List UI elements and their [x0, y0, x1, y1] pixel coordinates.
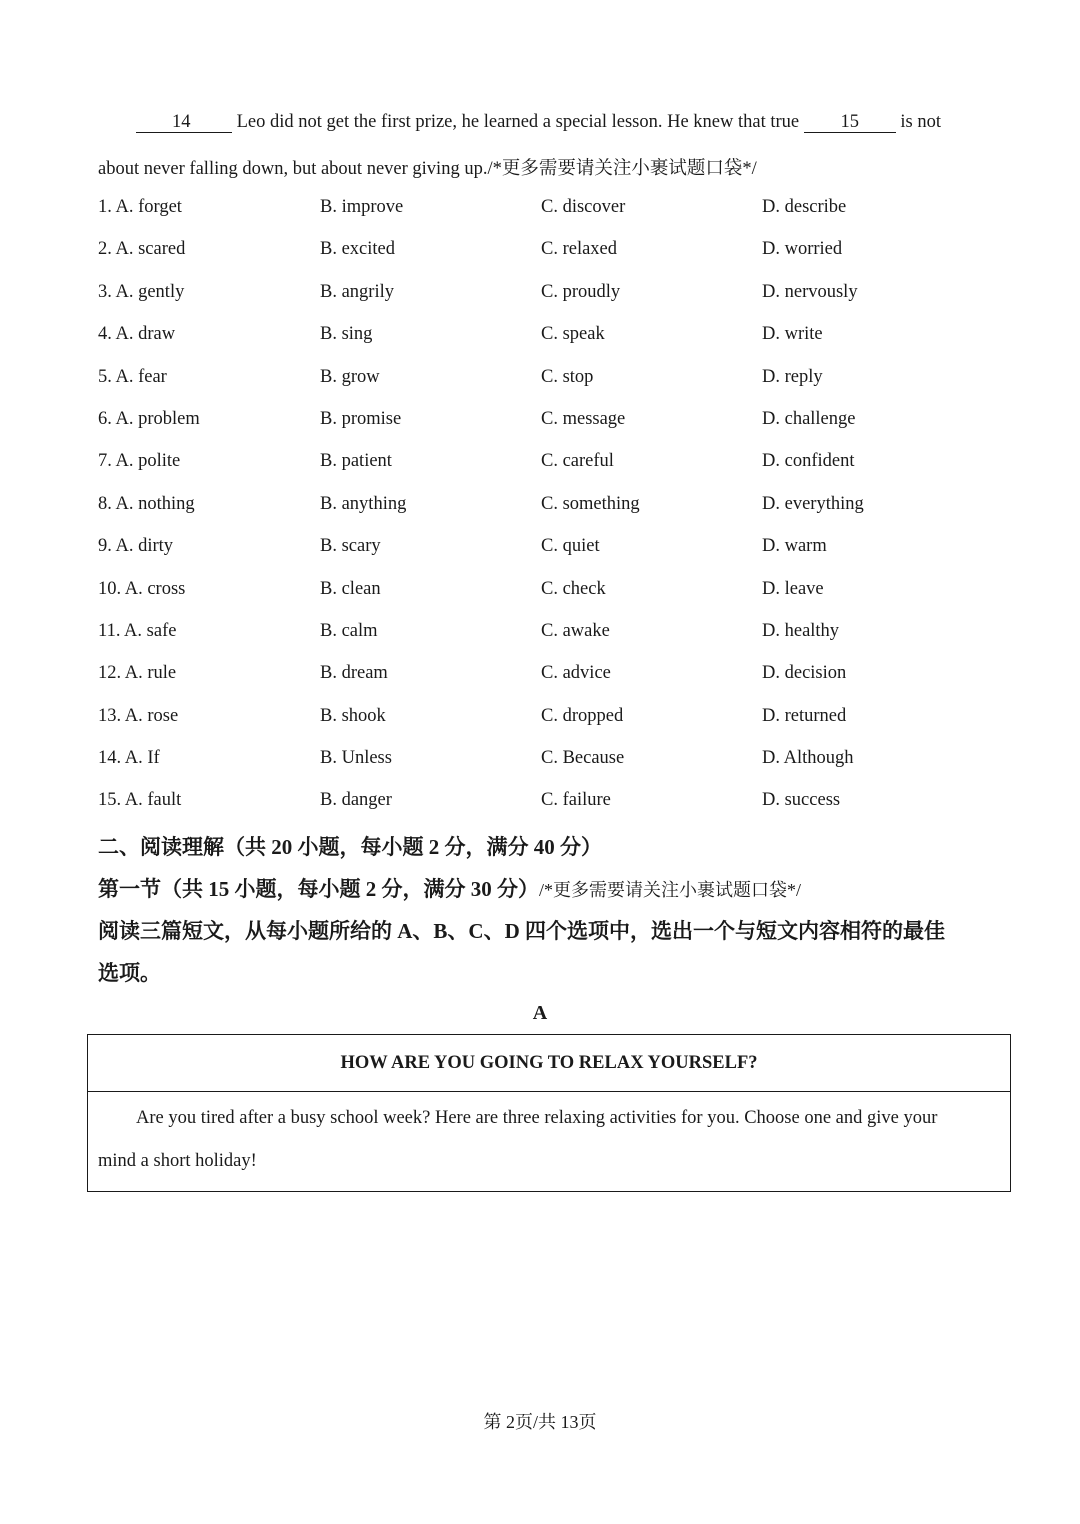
option-d: D. returned	[762, 705, 847, 726]
option-b: B. dream	[320, 663, 388, 684]
option-a: 12. A. rule	[98, 663, 177, 684]
option-c: C. proudly	[541, 281, 621, 302]
option-a: 13. A. rose	[98, 705, 179, 726]
option-b: B. improve	[320, 197, 404, 217]
option-row	[98, 579, 998, 621]
option-b: B. shook	[320, 705, 386, 726]
option-row	[98, 748, 998, 790]
page-number: 第 2页/共 13页	[483, 1412, 597, 1432]
cloze-text-line-1	[136, 112, 941, 133]
option-c: C. quiet	[541, 536, 600, 557]
option-d: D. nervously	[762, 281, 858, 302]
option-a: 10. A. cross	[98, 578, 186, 599]
option-row	[98, 324, 998, 366]
option-c: C. dropped	[541, 705, 624, 726]
option-row	[98, 282, 998, 324]
passage-line-2: mind a short holiday!	[98, 1151, 257, 1171]
option-c: C. Because	[541, 748, 625, 769]
option-a: 14. A. If	[98, 748, 160, 769]
blank-14: 14	[136, 112, 232, 133]
option-d: D. success	[762, 790, 841, 811]
option-a: 8. A. nothing	[98, 493, 195, 514]
option-b: B. patient	[320, 451, 392, 472]
option-c: C. speak	[541, 324, 605, 345]
option-b: B. sing	[320, 324, 373, 345]
cloze-text-line-2: about never falling down, but about never giving up./*更多需要请关注小裹试题口袋*/	[98, 159, 757, 179]
option-a: 7. A. polite	[98, 451, 181, 472]
option-d: D. challenge	[762, 408, 856, 429]
option-a: 6. A. problem	[98, 408, 200, 429]
instruction-line-1: 阅读三篇短文，从每小题所给的 A、B、C、D 四个选项中，选出一个与短文内容相符的最佳	[98, 919, 945, 943]
instruction-line-2: 选项。	[98, 961, 161, 985]
cloze-text-2: is not	[900, 112, 941, 132]
option-row	[98, 494, 998, 536]
passage-box	[87, 1034, 1011, 1192]
part1-title-text: 第一节（共 15 小题，每小题 2 分，满分 30 分）	[98, 877, 539, 901]
option-d: D. confident	[762, 451, 855, 472]
option-a: 11. A. safe	[98, 620, 177, 641]
option-d: D. leave	[762, 578, 824, 599]
option-c: C. advice	[541, 663, 611, 684]
option-a: 15. A. fault	[98, 790, 182, 811]
option-d: D. warm	[762, 536, 827, 557]
option-d: D. reply	[762, 366, 823, 387]
option-row	[98, 239, 998, 281]
passage-box-title: HOW ARE YOU GOING TO RELAX YOURSELF?	[88, 1035, 1010, 1092]
option-row	[98, 451, 998, 493]
passage-line-1: Are you tired after a busy school week? Here are three relaxing activities for you. Choose one and give your	[136, 1108, 938, 1128]
option-c: C. failure	[541, 790, 611, 811]
option-a: 5. A. fear	[98, 366, 167, 387]
option-b: B. angrily	[320, 281, 394, 302]
option-c: C. careful	[541, 451, 614, 472]
option-a: 4. A. draw	[98, 324, 176, 345]
option-c: C. message	[541, 408, 626, 429]
option-c: C. relaxed	[541, 239, 618, 260]
option-d: D. decision	[762, 663, 847, 684]
option-row	[98, 706, 998, 748]
passage-letter: A	[532, 1002, 548, 1024]
option-b: B. Unless	[320, 748, 392, 769]
option-a: 1. A. forget	[98, 197, 182, 217]
option-row	[98, 367, 998, 409]
option-c: C. check	[541, 578, 606, 599]
part1-note: /*更多需要请关注小裹试题口袋*/	[539, 880, 802, 900]
option-b: B. clean	[320, 578, 381, 599]
cloze-text-1: Leo did not get the first prize, he learned a special lesson. He knew that true	[236, 112, 800, 132]
option-b: B. excited	[320, 239, 396, 260]
option-d: D. everything	[762, 493, 864, 514]
option-c: C. something	[541, 493, 640, 514]
option-b: B. danger	[320, 790, 392, 811]
option-a: 3. A. gently	[98, 281, 185, 302]
option-row	[98, 197, 998, 239]
option-row	[98, 790, 998, 832]
option-a: 2. A. scared	[98, 239, 186, 260]
option-b: B. anything	[320, 493, 407, 514]
blank-15: 15	[804, 112, 896, 133]
option-d: D. Although	[762, 748, 854, 769]
option-c: C. stop	[541, 366, 594, 387]
option-c: C. discover	[541, 197, 626, 217]
options-list	[98, 197, 998, 833]
option-b: B. scary	[320, 536, 381, 557]
option-row	[98, 663, 998, 705]
part1-title	[98, 873, 801, 903]
option-row	[98, 621, 998, 663]
option-d: D. healthy	[762, 620, 840, 641]
option-b: B. promise	[320, 408, 402, 429]
option-row	[98, 536, 998, 578]
option-d: D. worried	[762, 239, 843, 260]
option-d: D. describe	[762, 197, 847, 217]
option-a: 9. A. dirty	[98, 536, 174, 557]
option-b: B. calm	[320, 620, 378, 641]
option-c: C. awake	[541, 620, 610, 641]
option-row	[98, 409, 998, 451]
reading-section-title: 二、阅读理解（共 20 小题，每小题 2 分，满分 40 分）	[98, 835, 602, 859]
option-b: B. grow	[320, 366, 380, 387]
option-d: D. write	[762, 324, 823, 345]
